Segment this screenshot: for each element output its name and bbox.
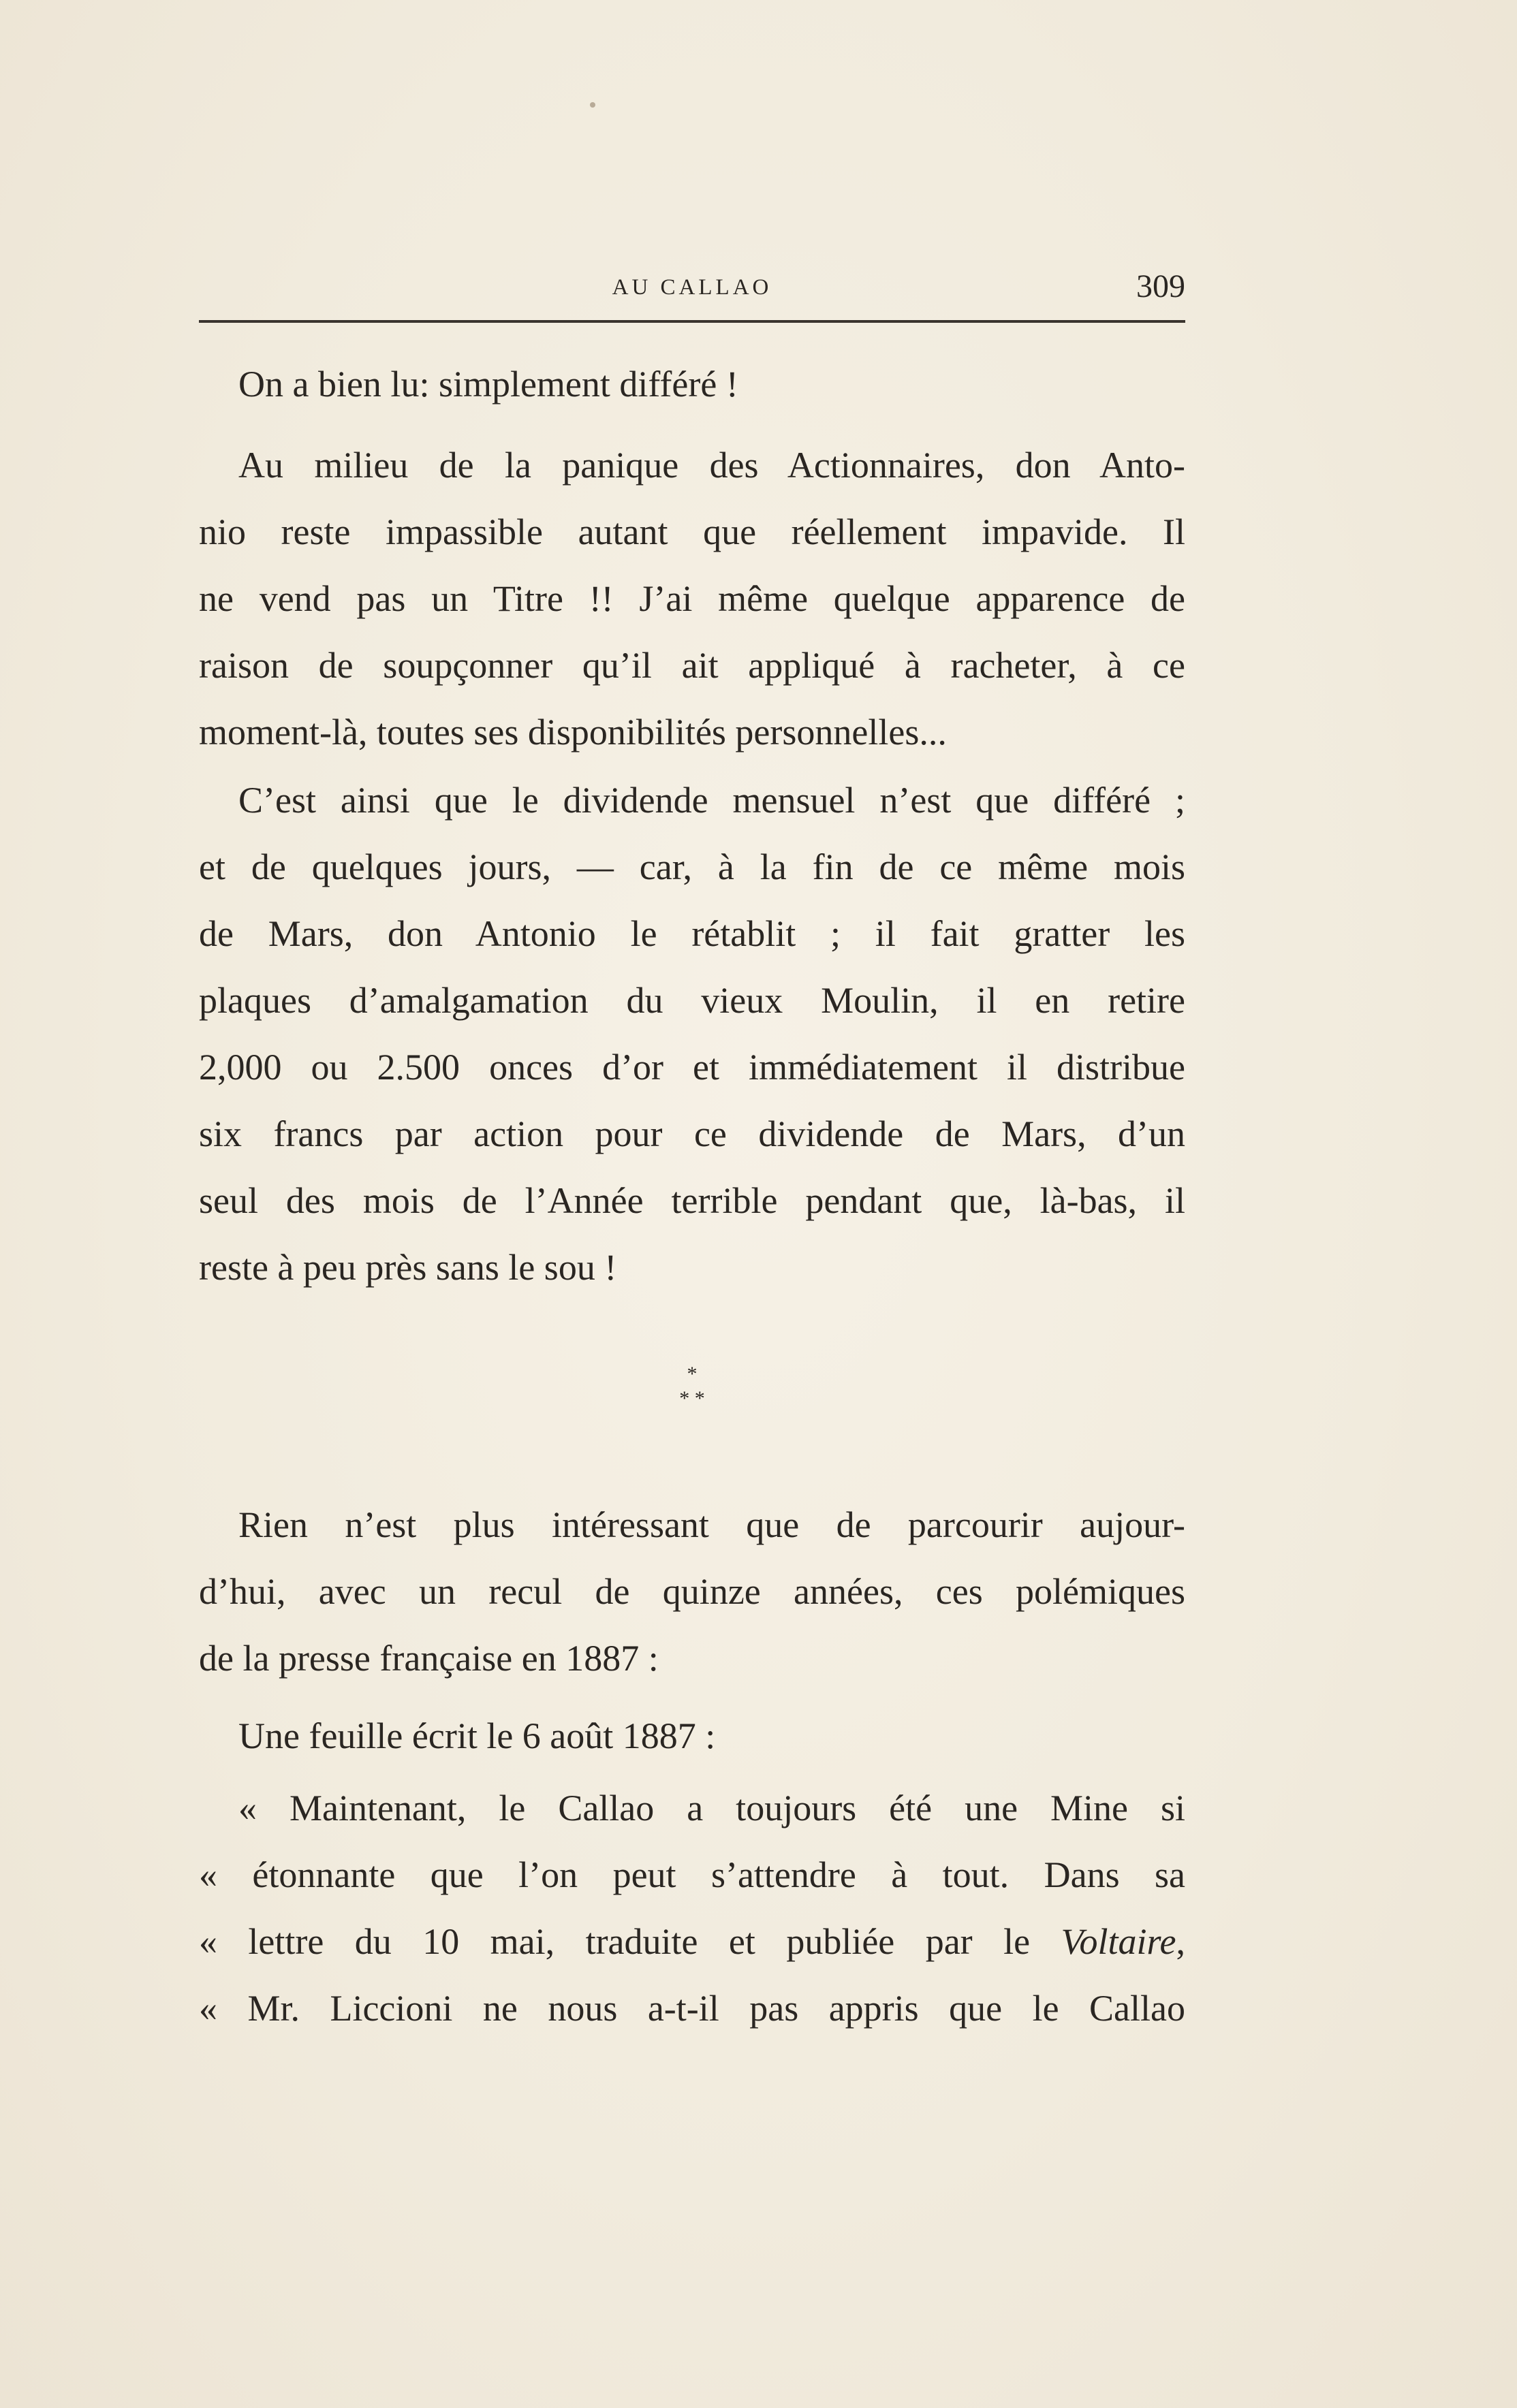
text-line: ne vend pas un Titre !! J’ai même quelque apparence de bbox=[199, 578, 1185, 619]
line-text: Rien n’est plus intéressant que de parcourir aujour- bbox=[238, 1504, 1185, 1545]
text-line: d’hui, avec un recul de quinze années, ces polémiques bbox=[199, 1571, 1185, 1612]
text-line: nio reste impassible autant que réellement impavide. Il bbox=[199, 511, 1185, 552]
section-asterism bbox=[658, 1362, 726, 1411]
line-text: , bbox=[1176, 1921, 1185, 1962]
paragraph-1 bbox=[199, 351, 1185, 417]
text-line bbox=[199, 351, 1185, 417]
text-line: et de quelques jours, — car, à la fin de ce même mois bbox=[199, 846, 1185, 887]
line-text: On a bien lu: simplement différé ! bbox=[238, 364, 738, 405]
page-header bbox=[199, 267, 1185, 315]
text-line: reste à peu près sans le sou ! bbox=[199, 1247, 617, 1288]
paragraph-5 bbox=[199, 1702, 1185, 1769]
paper-speck bbox=[590, 102, 595, 108]
text-line: de la presse française en 1887 : bbox=[199, 1638, 659, 1679]
text-line bbox=[199, 1491, 1185, 1558]
line-text: « Maintenant, le Callao a toujours été une Mine si bbox=[238, 1788, 1185, 1828]
quote-line bbox=[199, 1775, 1185, 1841]
quotation bbox=[199, 1775, 1185, 2042]
text-line: six francs par action pour ce dividende de Mars, d’un bbox=[199, 1113, 1185, 1154]
text-line bbox=[199, 767, 1185, 834]
line-text: C’est ainsi que le dividende mensuel n’est que différé ; bbox=[238, 780, 1185, 821]
text-line: seul des mois de l’Année terrible pendant que, là-bas, il bbox=[199, 1180, 1185, 1221]
asterism-bottom: * * bbox=[679, 1387, 705, 1410]
italic-title: Voltaire bbox=[1061, 1921, 1176, 1962]
quote-line: « étonnante que l’on peut s’attendre à tout. Dans sa bbox=[199, 1854, 1185, 1895]
header-rule bbox=[199, 320, 1185, 323]
asterism-top: * bbox=[687, 1363, 698, 1385]
page-number: 309 bbox=[1136, 268, 1185, 304]
text-line: moment-là, toutes ses disponibilités personnelles... bbox=[199, 712, 947, 752]
text-line: plaques d’amalgamation du vieux Moulin, il en retire bbox=[199, 980, 1185, 1021]
line-text: « lettre du 10 mai, traduite et publiée par le bbox=[199, 1921, 1061, 1962]
quote-line bbox=[199, 1908, 1185, 1975]
paragraph-3 bbox=[199, 767, 1185, 1301]
paragraph-4 bbox=[199, 1491, 1185, 1692]
text-line: 2,000 ou 2.500 onces d’or et immédiatement il distribue bbox=[199, 1047, 1185, 1088]
quote-line: « Mr. Liccioni ne nous a-t-il pas appris que le Callao bbox=[199, 1988, 1185, 2029]
running-title: AU CALLAO bbox=[612, 275, 772, 300]
text-line bbox=[199, 1702, 1185, 1769]
text-line: raison de soupçonner qu’il ait appliqué à racheter, à ce bbox=[199, 645, 1185, 686]
text-line: de Mars, don Antonio le rétablit ; il fait gratter les bbox=[199, 913, 1185, 954]
line-text: Au milieu de la panique des Actionnaires, don Anto- bbox=[238, 445, 1185, 486]
text-line bbox=[199, 432, 1185, 498]
line-text: Une feuille écrit le 6 août 1887 : bbox=[238, 1715, 716, 1756]
paragraph-2 bbox=[199, 432, 1185, 765]
